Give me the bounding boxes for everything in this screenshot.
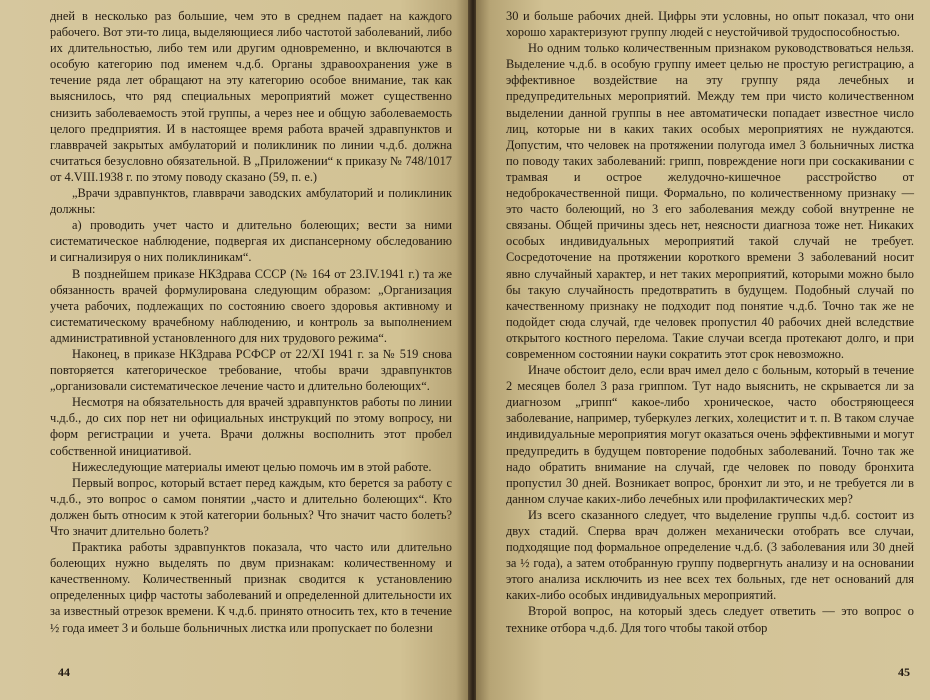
paragraph: Иначе обстоит дело, если врач имел дело с больным, который в течение 2 месяцев болел 3 раза гриппом. Тут надо выяснить, не скрывается ли за диагнозом „грипп“ какое-либо хроническое, часто обостряющееся заболевание, например, туберкулез легких, холецистит и т. п. В таком случае индивидуальные мероприятия могут оказаться очень эффективными и могут предупредить в будущем повторение подобных заболеваний. Точно так же надо обратить внимание на случай, где человек по поводу бронхита пропустил 30 дней. Возникает вопрос, бронхит ли это, и не требуется ли в данном случае каких-либо лечебных или профилактических мер?	[506, 363, 914, 506]
page-number: 44	[58, 665, 70, 679]
paragraph: Несмотря на обязательность для врачей здравпунктов работы по линии ч.д.б., до сих пор нет ни официальных инструкций по этому вопросу, ни форм регистрации и учета. Врачи должны восполнить этот пробел собственной инициативой.	[50, 395, 452, 458]
page-number: 45	[898, 665, 910, 679]
paragraph: Нижеследующие материалы имеют целью помочь им в этой работе.	[72, 459, 432, 474]
paragraph: Но одним только количественным признаком руководствоваться нельзя. Выделение ч.д.б. в особую группу имеет целью не простую регистрацию, а эффективное воздействие на эту группу ряда лечебных и предупредительных мероприятий. Между тем при чисто количественном выделении данной группы в нее автоматически попадает известное число лиц, которые ни в каких таких особых мероприятиях не нуждаются. Допустим, что человек на протяжении полугода имел 3 больничных листка по поводу таких заболеваний: грипп, повреждение ноги при соскакивании с трамвая и острое желудочно-кишечное расстройство от недоброкачественной пищи. Формально, по количественному признаку — это часто болеющий, но 3 его заболевания между собой внутренне не связаны. Общей причины здесь нет, неясности диагноза тоже нет. Никаких особых индивидуальных мероприятий такой случай не требует. Сосредоточение на протяжении короткого времени 3 заболеваний носит явно случайный характер, и нет таких мероприятий, которыми можно было бы такую случайность предотвратить в будущем. Подобный случай по качественному признаку не подходит под понятие ч.д.б. Точно так же не подойдет сюда случай, где человек пропустил 40 рабочих дней вследствие открытого костного перелома. Такие случаи всегда протекают долго, и при современном состоянии науки сократить этот срок невозможно.	[506, 41, 914, 361]
right-page-text	[506, 8, 914, 636]
paragraph: Наконец, в приказе НКЗдрава РСФСР от 22/XI 1941 г. за № 519 снова повторяется категорическое требование, чтобы врачи здравпунктов „организовали систематическое лечение часто и длительно болеющих“.	[50, 346, 452, 394]
paragraph: „Врачи здравпунктов, главврачи заводских амбулаторий и поликлиник должны:	[50, 186, 452, 217]
paragraph: дней в несколько раз большие, чем это в среднем падает на каждого рабочего. Вот эти-то лица, выделяющиеся либо частотой заболеваний, либо их длительностью, либо тем или другим одновременно, и включаются в особую категорию под именем ч.д.б. Органы здравоохранения уже в течение ряда лет обращают на эту категорию особое внимание, так как выяснилось, что ряд специальных мероприятий может существенно снизить заболеваемость этой группы, а через нее и общую заболеваемость целого предприятия. И в настоящее время работа врачей здравпунктов и главврачей закрытых амбулаторий и поликлиник по линии ч.д.б. должна считаться безусловно обязательной. В „Приложении“ к приказу № 748/1017 от 4.VIII.1938 г. по этому поводу сказано (59, п. е.)	[50, 9, 452, 184]
paragraph: Первый вопрос, который встает перед каждым, кто берется за работу с ч.д.б., это вопрос о самом понятии „часто и длительно болеющих“. Кто должен быть относим к этой категории больных? Что значит часто болеть? Что значит длительно болеть?	[50, 475, 452, 538]
paragraph: а) проводить учет часто и длительно болеющих; вести за ними систематическое наблюдение, подвергая их диспансерному обследованию и сигнализируя о них поликлиникам“.	[50, 218, 452, 265]
paragraph: Практика работы здравпунктов показала, что часто или длительно болеющих нужно выделять по двум признакам: количественному и качественному. Количественный признак сводится к установлению определенных цифр частоты заболеваний и определенной длительности их за известный отрезок времени. К ч.д.б. принято относить тех, кто в течение ½ года имеет 3 и больше больничных листка или пропускает по болезни	[50, 540, 452, 635]
paragraph: 30 и больше рабочих дней. Цифры эти условны, но опыт показал, что они хорошо характеризуют группу людей с неустойчивой трудоспособностью.	[506, 9, 914, 40]
left-page-text	[50, 8, 452, 636]
right-page	[476, 0, 930, 700]
paragraph: Из всего сказанного следует, что выделение группы ч.д.б. состоит из двух стадий. Сперва врач должен механически отобрать все случаи, подходящие под формальное определение ч.д.б. (3 заболевания или 30 дней за ½ года), а затем отобранную группу подвергнуть анализу и на основании этого анализа исключить из нее всех тех больных, где нет оснований для каких-либо особых индивидуальных мероприятий.	[506, 507, 914, 603]
paragraph: В позднейшем приказе НКЗдрава СССР (№ 164 от 23.IV.1941 г.) та же обязанность врачей формулирована следующим образом: „Организация учета рабочих, подлежащих по состоянию своего здоровья активному и систематическому врачебному наблюдению, и контроль за выполнением административной установленного для них трудового режима“.	[50, 266, 452, 345]
paragraph: Второй вопрос, на который здесь следует ответить — это вопрос о технике отбора ч.д.б. Для того чтобы такой отбор	[506, 604, 914, 635]
